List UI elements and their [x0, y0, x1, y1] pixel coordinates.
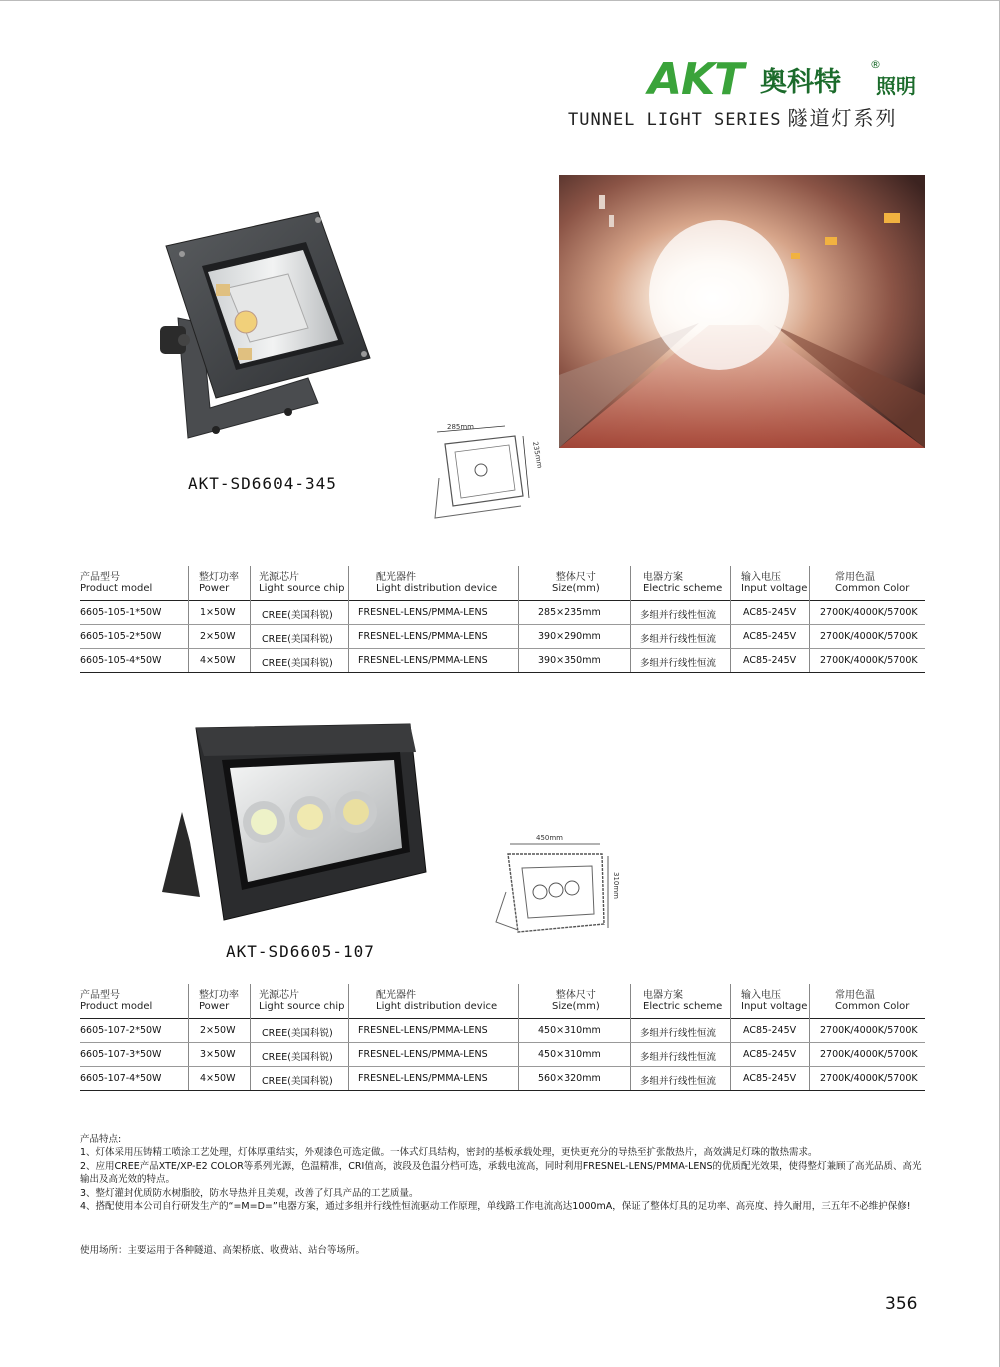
th-voltage: 输入电压 Input voltage [741, 572, 808, 594]
th-size: 整体尺寸 Size(mm) [552, 990, 600, 1012]
table-1-header [80, 566, 925, 601]
th-model: 产品型号 Product model [80, 990, 153, 1012]
table-row: 6605-105-4*50W 4×50W CREE(美国科锐) FRESNEL-LENS/PMMA-LENS 390×350mm 多组并行线性恒流 AC85-245V 2700K/4000K/5700K [80, 649, 925, 673]
feature-line: 4、搭配使用本公司自行研发生产的“=M=D=”电器方案，通过多组并行线性恒流驱动工作原理，单线路工作电流高达1000mA，保证了整体灯具的足功率、高亮度、持久耐用，三五年不必维护保修! [80, 1201, 911, 1213]
table-2-header [80, 984, 925, 1019]
series-title-cn: 隧道灯系列 [787, 106, 898, 130]
tunnel-photo [559, 175, 925, 448]
th-chip: 光源芯片 Light source chip [259, 990, 345, 1012]
brand-logo [648, 54, 928, 105]
logo-akt-text: AKT [648, 54, 744, 105]
th-electric: 电器方案 Electric scheme [643, 572, 723, 594]
th-chip: 光源芯片 Light source chip [259, 572, 345, 594]
page-number: 356 [885, 1294, 918, 1314]
th-voltage: 输入电压 Input voltage [741, 990, 808, 1012]
table-row: 6605-107-3*50W 3×50W CREE(美国科锐) FRESNEL-LENS/PMMA-LENS 450×310mm 多组并行线性恒流 AC85-245V 2700K/4000K/5700K [80, 1043, 925, 1067]
feature-line: 3、整灯灌封优质防水树脂胶，防水导热并且美观，改善了灯具产品的工艺质量。 [80, 1187, 419, 1199]
page-border-top [0, 0, 1000, 1]
series-title [568, 104, 897, 134]
logo-cn-text: 奥科特 [760, 67, 841, 98]
dim-width-1: 285mm [447, 423, 474, 431]
model-title-1: AKT-SD6604-345 [188, 474, 337, 493]
th-electric: 电器方案 Electric scheme [643, 990, 723, 1012]
th-color: 常用色温 Common Color [835, 572, 910, 594]
th-size: 整体尺寸 Size(mm) [552, 572, 600, 594]
floodlight-1-image [158, 208, 378, 458]
th-power: 整灯功率 Power [199, 990, 239, 1012]
th-color: 常用色温 Common Color [835, 990, 910, 1012]
table-row: 6605-107-4*50W 4×50W CREE(美国科锐) FRESNEL-LENS/PMMA-LENS 560×320mm 多组并行线性恒流 AC85-245V 2700K/4000K/5700K [80, 1067, 925, 1091]
floodlight-2-image [160, 722, 430, 922]
spec-table-1 [80, 566, 925, 673]
th-model: 产品型号 Product model [80, 572, 153, 594]
model-title-2: AKT-SD6605-107 [226, 942, 375, 961]
feature-line: 2、应用CREE产品XTE/XP-E2 COLOR等系列光源，色温精准，CRI值高，波段及色温分档可选，承载电流高，同时利用FRESNEL-LENS/PMMA-LENS的优质配光效果，使得整灯兼顾了高光品质、高光输出及高光效的特点。 [80, 1160, 922, 1186]
dim-height-2: 310mm [612, 872, 620, 899]
feature-line: 1、灯体采用压铸精工喷涂工艺处理，灯体厚重结实，外观漆色可选定做。一体式灯具结构，密封的基板承载处理，更快更充分的导热至扩张散热片，高效满足灯珠的散热需求。 [80, 1147, 818, 1159]
logo-sub-text: 照明 [876, 74, 916, 98]
table-row: 6605-105-1*50W 1×50W CREE(美国科锐) FRESNEL-LENS/PMMA-LENS 285×235mm 多组并行线性恒流 AC85-245V 2700K/4000K/5700K [80, 601, 925, 625]
th-distribution: 配光器件 Light distribution device [376, 990, 498, 1012]
dimension-drawing-2 [490, 832, 630, 938]
spec-table-2 [80, 984, 925, 1091]
dim-width-2: 450mm [536, 834, 563, 842]
table-row: 6605-105-2*50W 2×50W CREE(美国科锐) FRESNEL-LENS/PMMA-LENS 390×290mm 多组并行线性恒流 AC85-245V 2700K/4000K/5700K [80, 625, 925, 649]
table-row: 6605-107-2*50W 2×50W CREE(美国科锐) FRESNEL-LENS/PMMA-LENS 450×310mm 多组并行线性恒流 AC85-245V 2700K/4000K/5700K [80, 1019, 925, 1043]
registered-mark: ® [870, 58, 881, 71]
th-power: 整灯功率 Power [199, 572, 239, 594]
series-title-en: TUNNEL LIGHT SERIES [568, 110, 782, 130]
product-features [80, 1133, 925, 1213]
usage-note: 使用场所：主要运用于各种隧道、高架桥底、收费站、站台等场所。 [80, 1245, 366, 1256]
dim-height-1: 235mm [531, 440, 544, 469]
dimension-drawing-1 [425, 418, 545, 530]
features-title: 产品特点: [80, 1134, 122, 1145]
th-distribution: 配光器件 Light distribution device [376, 572, 498, 594]
